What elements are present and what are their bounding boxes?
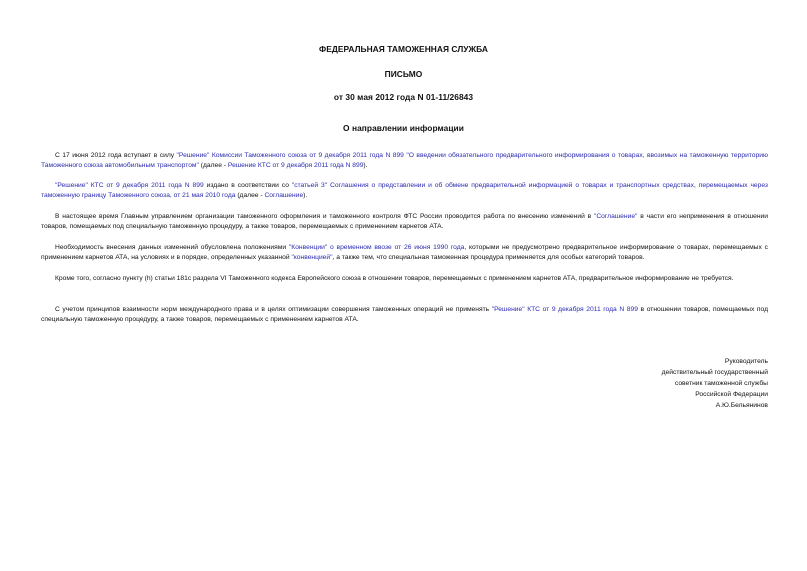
paragraph-text: в отношении товаров, помещаемых под специальную таможенную процедуру, а также товаров, перемещаемых с применением карнетов АТА. <box>41 306 768 324</box>
signature-country: Российской Федерации <box>695 391 768 398</box>
paragraph-text: в части его неприменения в отношении товаров, помещаемых под специальную таможенную процедуру, а также товаров, перемещаемых с применением карнетов АТА. <box>41 213 768 231</box>
decision-link[interactable]: "Решение" КТС от 9 декабря 2011 года N 899 <box>55 182 204 189</box>
paragraph-text: Кроме того, согласно пункту (h) статьи 181с раздела VI Таможенного кодекса Европейского союза в отношении товаров, перемещаемых с применением карнетов АТА, предварительное информирование не требуется. <box>55 275 734 282</box>
paragraph-text: (далее - <box>198 162 228 170</box>
paragraph-text: Необходимость внесения данных изменений обусловлена положениями <box>55 244 289 251</box>
paragraph-text: (далее - <box>235 192 265 200</box>
signature-rank: действительный государственный <box>661 369 768 376</box>
paragraph-text: В настоящее время Главным управлением организации таможенного оформления и таможенного контроля ФТС России проводится работа по внесению изменений в <box>55 213 594 220</box>
paragraph-5 <box>41 274 768 284</box>
decision-link[interactable]: "Решение" КТС от 9 декабря 2011 года N 899 <box>491 306 638 313</box>
paragraph-3 <box>41 212 768 232</box>
signature-block <box>518 356 768 411</box>
decision-short-link[interactable]: Решение КТС от 9 декабря 2011 года N 899 <box>227 162 364 170</box>
paragraph-text: , а также тем, что специальная таможенная процедура применяется для особых категорий товаров. <box>332 254 645 262</box>
agency-title: ФЕДЕРАЛЬНАЯ ТАМОЖЕННАЯ СЛУЖБА <box>319 44 488 54</box>
paragraph-text: ). <box>303 192 308 200</box>
signature-position: Руководитель <box>724 358 768 365</box>
paragraph-2 <box>41 181 768 201</box>
paragraph-text: С 17 июня 2012 года вступает в силу <box>55 152 177 159</box>
paragraph-6 <box>41 305 768 325</box>
signature-rank-2: советник таможенной службы <box>674 380 768 387</box>
doc-type-title: ПИСЬМО <box>384 69 423 79</box>
agreement-link[interactable]: "Соглашение" <box>593 213 638 220</box>
article-3-link[interactable]: "статьей 3" Соглашения о представлении и об обмене предварительной информацией о товарах и транспортных средствах, перемещаемых через таможенную границу Таможенного союза, от 21 мая 2010 года <box>41 182 769 200</box>
convention-short-link[interactable]: "конвенцией" <box>291 254 333 262</box>
paragraph-text: С учетом принципов взаимности норм международного права и в целях оптимизации совершения таможенных операций не применять <box>55 306 492 313</box>
agreement-link[interactable]: Соглашение <box>264 192 304 200</box>
paragraph-1 <box>41 151 768 171</box>
doc-subject: О направлении информации <box>343 123 464 133</box>
convention-link[interactable]: "Конвенции" о временном ввозе от 26 июня 1990 года <box>288 244 465 251</box>
paragraph-text: , которыми не предусмотрено предварительное информирование о товарах, перемещаемых с применением карнетов АТА, на условиях и в порядке, определенных указанной <box>41 244 768 262</box>
doc-date-number: от 30 мая 2012 года N 01-11/26843 <box>333 92 474 102</box>
signature-name: А.Ю.Бельянинов <box>715 402 768 409</box>
decision-link[interactable]: "Решение" Комиссии Таможенного союза от 9 декабря 2011 года N 899 "О введении обязательного предварительного информирования о товарах, ввозимых на таможенную территорию Таможенного союза автомобильным транспортом" <box>41 152 768 170</box>
paragraph-text: ). <box>363 162 368 170</box>
paragraph-4 <box>41 243 768 263</box>
paragraph-text: издано в соответствии со <box>203 182 292 189</box>
